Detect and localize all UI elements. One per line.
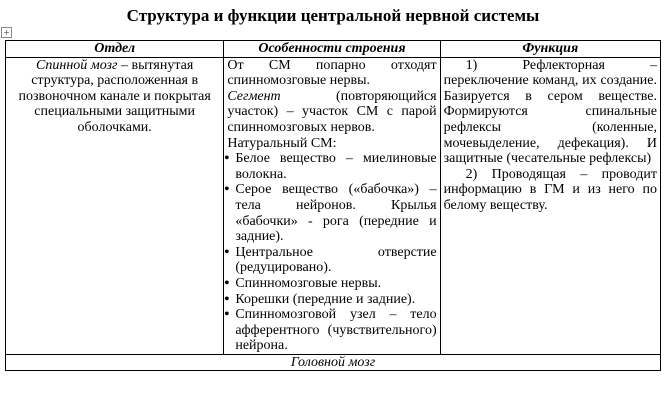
spinal-cord-text: – вытянутая структура, расположенная в позвоночном канале и покрытая специальными защитными оболочками. [18, 57, 211, 135]
structure-intro: От СМ попарно отходят спинномозговые нервы. [227, 57, 437, 89]
spinal-cord-cell [6, 57, 224, 354]
list-item: • Белое вещество – миелиновые волокна. [227, 151, 436, 182]
table-move-handle-icon[interactable]: + [1, 27, 12, 38]
list-item: • Корешки (передние и задние). [227, 292, 436, 308]
segment-text: (повторяющийся участок) – участок СМ с парой спинномозговых нервов. [227, 88, 437, 135]
list-item: • Спинномозговые нервы. [227, 276, 436, 292]
header-function: Функция [440, 41, 660, 58]
segment-term: Сегмент [227, 88, 281, 104]
list-item: • Серое вещество («бабочка») – тела нейронов. Крылья «бабочки» - рога (передние и задние). [227, 182, 436, 244]
spinal-cord-name: Спинной мозг [36, 57, 118, 73]
structure-cell [224, 57, 440, 354]
segment-definition [227, 89, 436, 136]
table-row [6, 57, 661, 354]
page-title: Структура и функции центральной нервной системы [126, 6, 540, 25]
table-row [6, 354, 661, 371]
list-item: • Спинномозговой узел – тело афферентного (чувствительного) нейрона. [227, 307, 436, 354]
function-cell [440, 57, 660, 354]
brain-section-label: Головной мозг [6, 354, 661, 371]
function-reflex: 1) Рефлекторная – переключение команд, их создание. Базируется в сером веществе. Формируются спинальные рефлексы (коленные, мочевыделение, дефекация). И защитные (чесательные рефлексы) [443, 57, 657, 167]
natural-label: Натуральный СМ: [227, 135, 337, 151]
header-department: Отдел [6, 41, 224, 58]
structure-list [227, 151, 436, 354]
cns-table [5, 40, 661, 371]
function-conduction: 2) Проводящая – проводит информацию в ГМ и из него по белому веществу. [443, 166, 657, 213]
list-item: • Центральное отверстие (редуцировано). [227, 245, 436, 276]
header-structure: Особенности строения [224, 41, 440, 58]
spinal-cord-description [9, 58, 220, 136]
header-row [6, 41, 661, 58]
